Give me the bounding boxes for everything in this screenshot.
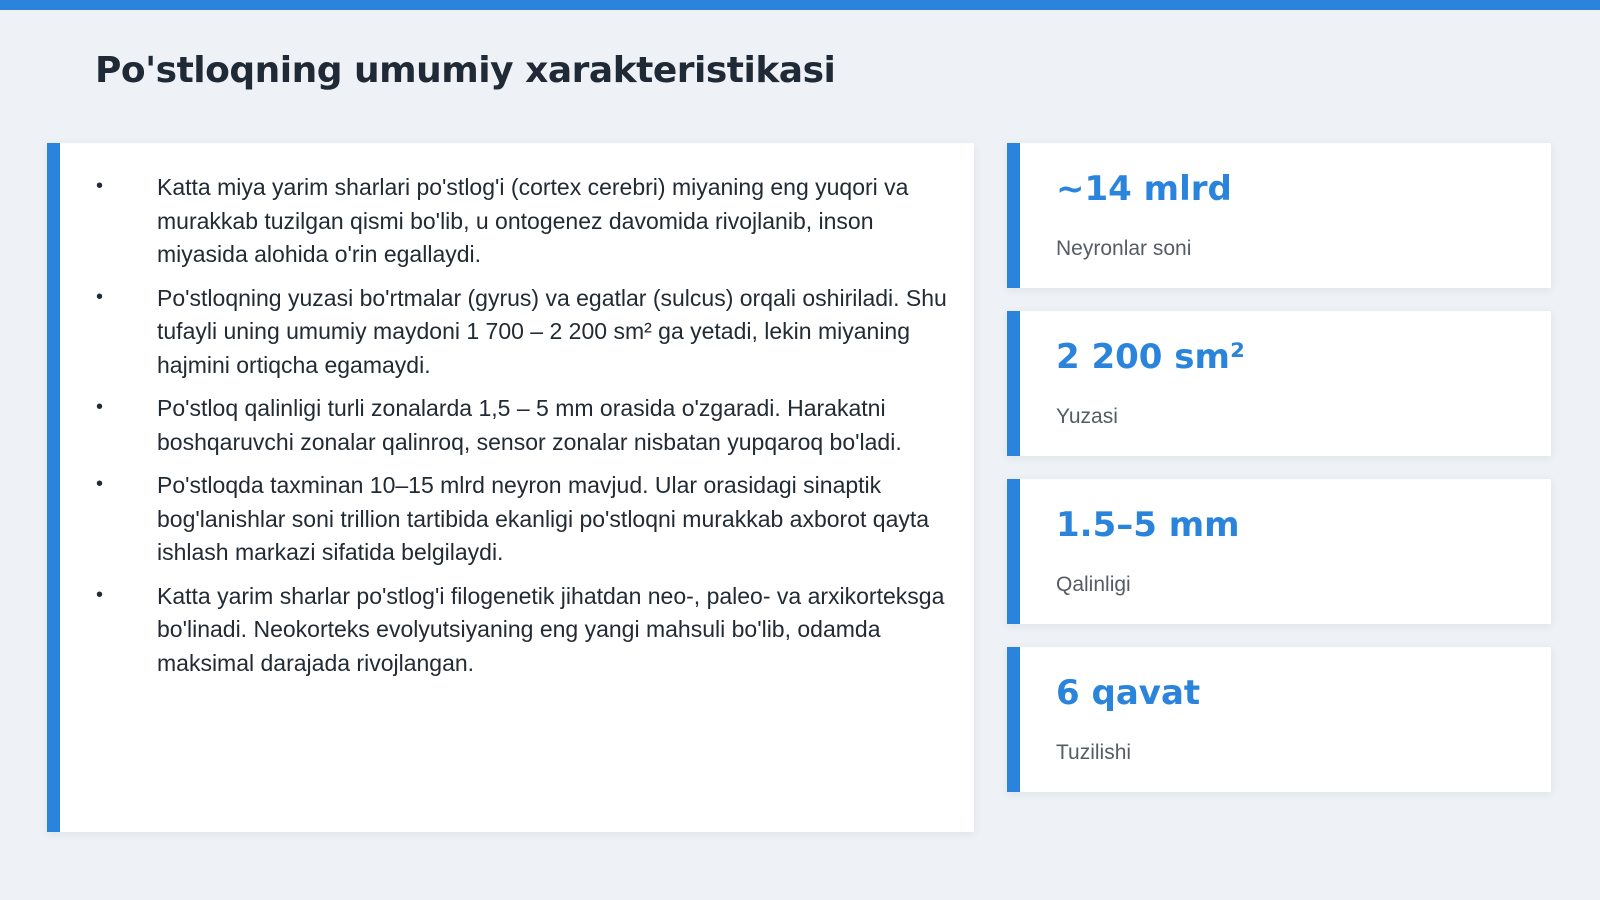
bullet-text: Katta miya yarim sharlari po'stlog'i (cortex cerebri) miyaning eng yuqori va murakkab tuzilgan qismi bo'lib, u ontogenez davomida rivojlanib, inson miyasida alohida o'rin egallaydi. (157, 174, 909, 267)
bullet-item (60, 282, 954, 383)
stat-label: Qalinligi (1056, 573, 1131, 596)
stat-value: 1.5–5 mm (1056, 505, 1240, 545)
bullet-dot-icon: • (96, 473, 104, 495)
stat-card-surface (1007, 311, 1551, 456)
bullet-text: Po'stloqning yuzasi bo'rtmalar (gyrus) va egatlar (sulcus) orqali oshiriladi. Shu tufayli uning umumiy maydoni 1 700 – 2 200 sm² ga yetadi, lekin miyaning hajmini ortiqcha egamaydi. (157, 284, 947, 378)
bullet-dot-icon: • (96, 285, 104, 308)
stat-card-layers (1007, 647, 1551, 792)
bullet-text: Katta yarim sharlar po'stlog'i filogenetik jihatdan neo-, paleo- va arxikorteksga bo'linadi. Neokorteks evolyutsiyaning eng yangi mahsuli bo'lib, odamda maksimal darajada rivojlangan. (157, 582, 945, 676)
bullet-text: Po'stloq qalinligi turli zonalarda 1,5 – 5 mm orasida o'zgaradi. Harakatni boshqaruvchi zonalar qalinroq, sensor zonalar nisbatan yupqaroq bo'ladi. (157, 395, 902, 455)
bullet-item (60, 171, 954, 272)
bullet-item (60, 392, 954, 459)
stat-label: Neyronlar soni (1056, 237, 1192, 260)
stat-label: Tuzilishi (1056, 741, 1132, 764)
bullet-dot-icon: • (96, 583, 104, 606)
stat-card-neurons (1007, 143, 1551, 288)
bullet-item (60, 580, 954, 681)
bullet-dot-icon: • (96, 396, 104, 418)
stat-card-thickness (1007, 479, 1551, 624)
stat-value: ~14 mlrd (1056, 169, 1232, 209)
top-accent-bar (0, 0, 1600, 10)
bullet-item (60, 469, 954, 570)
content-card (47, 143, 974, 832)
bullet-list (60, 143, 974, 680)
stat-label: Yuzasi (1056, 405, 1118, 428)
stat-value: 2 200 sm² (1056, 337, 1245, 377)
bullet-text: Po'stloqda taxminan 10–15 mlrd neyron mavjud. Ular orasidagi sinaptik bog'lanishlar soni trillion tartibida ekanligi po'stloqni murakkab axborot qayta ishlash markazi sifatida belgilaydi. (157, 472, 930, 565)
stat-value: 6 qavat (1056, 673, 1201, 713)
slide-title: Po'stloqning umumiy xarakteristikasi (95, 50, 836, 91)
bullet-dot-icon: • (96, 175, 104, 197)
